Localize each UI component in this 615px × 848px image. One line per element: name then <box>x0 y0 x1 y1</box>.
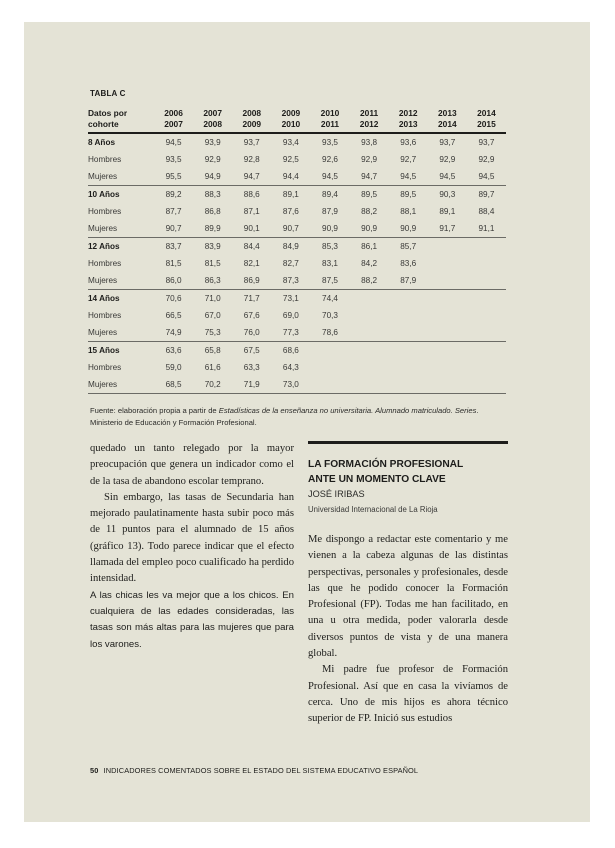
table-cell: 87,9 <box>322 207 338 216</box>
table-cell: 89,1 <box>282 190 299 199</box>
table-row <box>88 220 506 238</box>
table-cell: 92,8 <box>243 155 260 164</box>
table-cell: 87,7 <box>165 207 182 216</box>
table-cell: 92,9 <box>478 155 495 164</box>
table-cell: 68,6 <box>282 346 299 355</box>
table-cell: 67,6 <box>243 311 260 320</box>
table-cell: 83,7 <box>165 242 182 251</box>
table-cell: 83,1 <box>322 259 338 268</box>
table-cell <box>389 324 428 342</box>
table-cell: 70,2 <box>204 380 221 389</box>
table-cell: 87,9 <box>400 276 417 285</box>
table-cell <box>428 290 467 308</box>
table-cell: 93,8 <box>361 138 378 147</box>
table-cell <box>310 342 349 360</box>
table-cell: 85,3 <box>322 242 338 251</box>
header-year: 2006 2007 <box>164 108 183 129</box>
table-cell: 69,0 <box>282 311 299 320</box>
table-row <box>88 324 506 342</box>
table-cell: 83,6 <box>400 259 417 268</box>
table-cell <box>350 359 389 376</box>
table-cell: 84,4 <box>243 242 260 251</box>
table-cell: 93,7 <box>478 138 495 147</box>
row-label: 12 Años <box>88 242 120 251</box>
table-cell: 94,4 <box>282 172 299 181</box>
header-year: 2007 2008 <box>203 108 222 129</box>
table-cell: 90,9 <box>400 224 417 233</box>
table-row <box>88 151 506 168</box>
paragraph: A las chicas les va mejor que a los chicos. En cualquiera de las edades consideradas, las tasas son más altas para las mujeres que para los varones. <box>90 589 294 650</box>
table-cell <box>467 238 506 256</box>
row-label: 10 Años <box>88 190 120 199</box>
table-cell: 89,4 <box>322 190 338 199</box>
table-cell: 94,9 <box>204 172 221 181</box>
table-cell <box>428 238 467 256</box>
article-author: JOSÉ IRIBAS <box>308 489 365 499</box>
data-table <box>88 108 506 394</box>
table-header-row <box>88 108 506 133</box>
table-cell: 87,1 <box>243 207 260 216</box>
table-cell: 74,9 <box>165 328 182 337</box>
row-label: Mujeres <box>88 224 118 233</box>
table-cell: 88,1 <box>400 207 417 216</box>
article-column <box>308 441 508 728</box>
table-cell <box>428 324 467 342</box>
table-cell: 90,3 <box>439 190 456 199</box>
table-cell: 61,6 <box>204 363 221 372</box>
table-cell: 94,5 <box>478 172 495 181</box>
table-row <box>88 186 506 204</box>
table-cell <box>428 255 467 272</box>
table-cell: 94,7 <box>361 172 378 181</box>
table-row <box>88 255 506 272</box>
table-cell: 89,7 <box>478 190 495 199</box>
table-cell: 92,7 <box>400 155 417 164</box>
table-cell: 88,4 <box>478 207 495 216</box>
table-cell: 92,9 <box>204 155 221 164</box>
table-cell: 83,9 <box>204 242 221 251</box>
table-cell: 70,6 <box>165 294 182 303</box>
table-cell: 92,9 <box>361 155 378 164</box>
page-footer <box>90 766 418 775</box>
row-label: Hombres <box>88 207 122 216</box>
header-year: 2012 2013 <box>398 108 418 129</box>
table-cell: 63,3 <box>243 363 260 372</box>
table-row <box>88 238 506 256</box>
table-cell: 86,8 <box>204 207 221 216</box>
table-cell: 67,5 <box>243 346 260 355</box>
table-cell: 71,7 <box>243 294 260 303</box>
table-cell: 94,7 <box>243 172 260 181</box>
row-label: Mujeres <box>88 328 118 337</box>
table-cell: 71,9 <box>243 380 260 389</box>
running-title: INDICADORES COMENTADOS SOBRE EL ESTADO DEL SISTEMA EDUCATIVO ESPAÑOL <box>103 766 419 775</box>
table-cell: 94,5 <box>322 172 338 181</box>
paragraph: Me dispongo a redactar este comentario y me vienen a la cabeza algunas de las distintas perspectivas, personales y profesionales, desde las que he podido conocer la Formación Profesional (FP). Todas me han facilitado, en una u otra medida, poder valorarla desde diversos puntos de vista y de una manera global. <box>308 534 508 660</box>
table-cell: 71,0 <box>204 294 221 303</box>
table-cell <box>389 359 428 376</box>
table-cell <box>350 324 389 342</box>
table-cell: 63,6 <box>165 346 182 355</box>
table-cell: 95,5 <box>165 172 182 181</box>
table-cell: 84,9 <box>282 242 299 251</box>
table-row <box>88 133 506 151</box>
table-cell: 90,9 <box>361 224 378 233</box>
table-body <box>88 133 506 394</box>
table-cell: 67,0 <box>204 311 221 320</box>
table-cell: 94,5 <box>439 172 456 181</box>
table-cell: 86,9 <box>243 276 260 285</box>
table-cell <box>467 307 506 324</box>
table-cell: 89,1 <box>439 207 456 216</box>
paragraph: Sin embargo, las tasas de Secundaria han mejorado paulatinamente hasta subir poco más de 11 puntos para el alumnado de 15 años (gráfico 13). Todo parece indicar que el efecto llamada del empleo poco cualificado ha perdido intensidad. <box>90 491 294 585</box>
table-cell: 90,1 <box>243 224 260 233</box>
table-cell: 87,6 <box>282 207 299 216</box>
table-cell <box>428 307 467 324</box>
row-label: Hombres <box>88 155 122 164</box>
row-label: Mujeres <box>88 172 118 181</box>
table-cell: 93,4 <box>282 138 299 147</box>
row-label: 8 Años <box>88 138 115 147</box>
table-cell: 94,5 <box>165 138 182 147</box>
table-cell: 64,3 <box>282 363 299 372</box>
table-cell: 86,3 <box>204 276 221 285</box>
table-cell: 92,9 <box>439 155 456 164</box>
table-cell: 89,9 <box>204 224 221 233</box>
table-cell: 87,5 <box>322 276 338 285</box>
table-cell: 82,1 <box>243 259 260 268</box>
table-cell: 93,5 <box>322 138 338 147</box>
table-cell <box>350 307 389 324</box>
table-cell <box>428 342 467 360</box>
table-cell: 86,0 <box>165 276 182 285</box>
table-cell <box>428 272 467 290</box>
table-row <box>88 359 506 376</box>
header-year: 2010 2011 <box>320 108 340 129</box>
row-label: Hombres <box>88 363 122 372</box>
table-cell: 68,5 <box>165 380 182 389</box>
table-cell: 93,7 <box>243 138 260 147</box>
table-cell <box>428 359 467 376</box>
table-cell <box>310 376 349 394</box>
table-cell <box>428 376 467 394</box>
table-cell <box>350 376 389 394</box>
table-cell <box>389 342 428 360</box>
table-cell: 84,2 <box>361 259 378 268</box>
row-label: Mujeres <box>88 380 118 389</box>
table-cell: 93,5 <box>165 155 182 164</box>
header-year: 2014 2015 <box>477 108 496 129</box>
table-cell: 90,9 <box>322 224 338 233</box>
table-title: TABLA C <box>90 89 126 98</box>
table-cell: 87,3 <box>282 276 299 285</box>
table-row <box>88 342 506 360</box>
table-cell: 81,5 <box>204 259 221 268</box>
table-cell: 73,1 <box>282 294 299 303</box>
table-cell <box>389 307 428 324</box>
row-label: 15 Años <box>88 346 120 355</box>
table-cell: 66,5 <box>165 311 182 320</box>
table-cell <box>467 376 506 394</box>
header-label: Datos por cohorte <box>88 108 128 129</box>
table-row <box>88 307 506 324</box>
table-cell: 91,7 <box>439 224 456 233</box>
paragraph: quedado un tanto relegado por la mayor preocupación que genera un indicador como el de la tasa de abandono escolar temprano. <box>90 443 294 487</box>
article-title: LA FORMACIÓN PROFESIONAL ANTE UN MOMENTO CLAVE <box>308 459 464 485</box>
row-label: Mujeres <box>88 276 118 285</box>
table-cell <box>467 342 506 360</box>
article-body <box>308 532 508 728</box>
table-cell <box>350 342 389 360</box>
table-cell: 70,3 <box>322 311 338 320</box>
page-number: 50 <box>90 766 99 775</box>
header-year: 2008 2009 <box>242 108 262 129</box>
table-cell: 73,0 <box>282 380 299 389</box>
table-cell: 92,6 <box>322 155 338 164</box>
table-cell: 88,3 <box>204 190 221 199</box>
table-cell <box>467 324 506 342</box>
table-cell <box>467 290 506 308</box>
table-cell: 74,4 <box>322 294 338 303</box>
table-cell <box>350 290 389 308</box>
table-cell: 88,6 <box>243 190 260 199</box>
left-column-text <box>90 441 294 653</box>
table-cell: 75,3 <box>204 328 221 337</box>
table-cell: 89,5 <box>361 190 378 199</box>
paragraph: Mi padre fue profesor de Formación Profesional. Así que en casa la vivíamos de cerca. Uno de mis hijos es ahora técnico superior de FP. Inició sus estudios <box>308 664 508 725</box>
table-cell: 76,0 <box>243 328 260 337</box>
table-cell <box>389 376 428 394</box>
table-cell: 89,5 <box>400 190 417 199</box>
table-cell: 94,5 <box>400 172 417 181</box>
table-row <box>88 203 506 220</box>
table-cell: 88,2 <box>361 207 378 216</box>
table-cell: 88,2 <box>361 276 378 285</box>
table-row <box>88 272 506 290</box>
table-cell: 89,2 <box>165 190 182 199</box>
table-row <box>88 376 506 394</box>
table-cell: 92,5 <box>282 155 299 164</box>
header-year: 2009 2010 <box>281 108 301 129</box>
table-cell: 85,7 <box>400 242 417 251</box>
row-label: Hombres <box>88 259 122 268</box>
header-year: 2013 2014 <box>438 108 457 129</box>
article-top-rule <box>308 441 508 444</box>
table-cell <box>310 359 349 376</box>
table-cell <box>467 359 506 376</box>
table-row <box>88 290 506 308</box>
table-cell: 93,9 <box>204 138 221 147</box>
table-cell: 90,7 <box>282 224 299 233</box>
table-cell: 78,6 <box>322 328 338 337</box>
table-cell: 93,6 <box>400 138 417 147</box>
table-cell: 82,7 <box>282 259 299 268</box>
table-cell <box>467 272 506 290</box>
table-source-note: Fuente: elaboración propia a partir de Estadísticas de la enseñanza no universitaria. Alumnado matriculado. Series. Ministerio de Educación y Formación Profesional. <box>90 406 479 427</box>
table-cell: 93,7 <box>439 138 456 147</box>
table-row <box>88 168 506 186</box>
table-cell: 77,3 <box>282 328 299 337</box>
header-year: 2011 2012 <box>359 108 379 129</box>
table-cell <box>389 290 428 308</box>
article-affiliation: Universidad Internacional de La Rioja <box>308 505 438 514</box>
table-cell: 86,1 <box>361 242 378 251</box>
table-cell: 59,0 <box>165 363 182 372</box>
row-label: 14 Años <box>88 294 120 303</box>
table-cell: 65,8 <box>204 346 221 355</box>
table-cell: 90,7 <box>165 224 182 233</box>
table-cell <box>467 255 506 272</box>
table-cell: 81,5 <box>165 259 182 268</box>
table-cell: 91,1 <box>478 224 495 233</box>
row-label: Hombres <box>88 311 122 320</box>
